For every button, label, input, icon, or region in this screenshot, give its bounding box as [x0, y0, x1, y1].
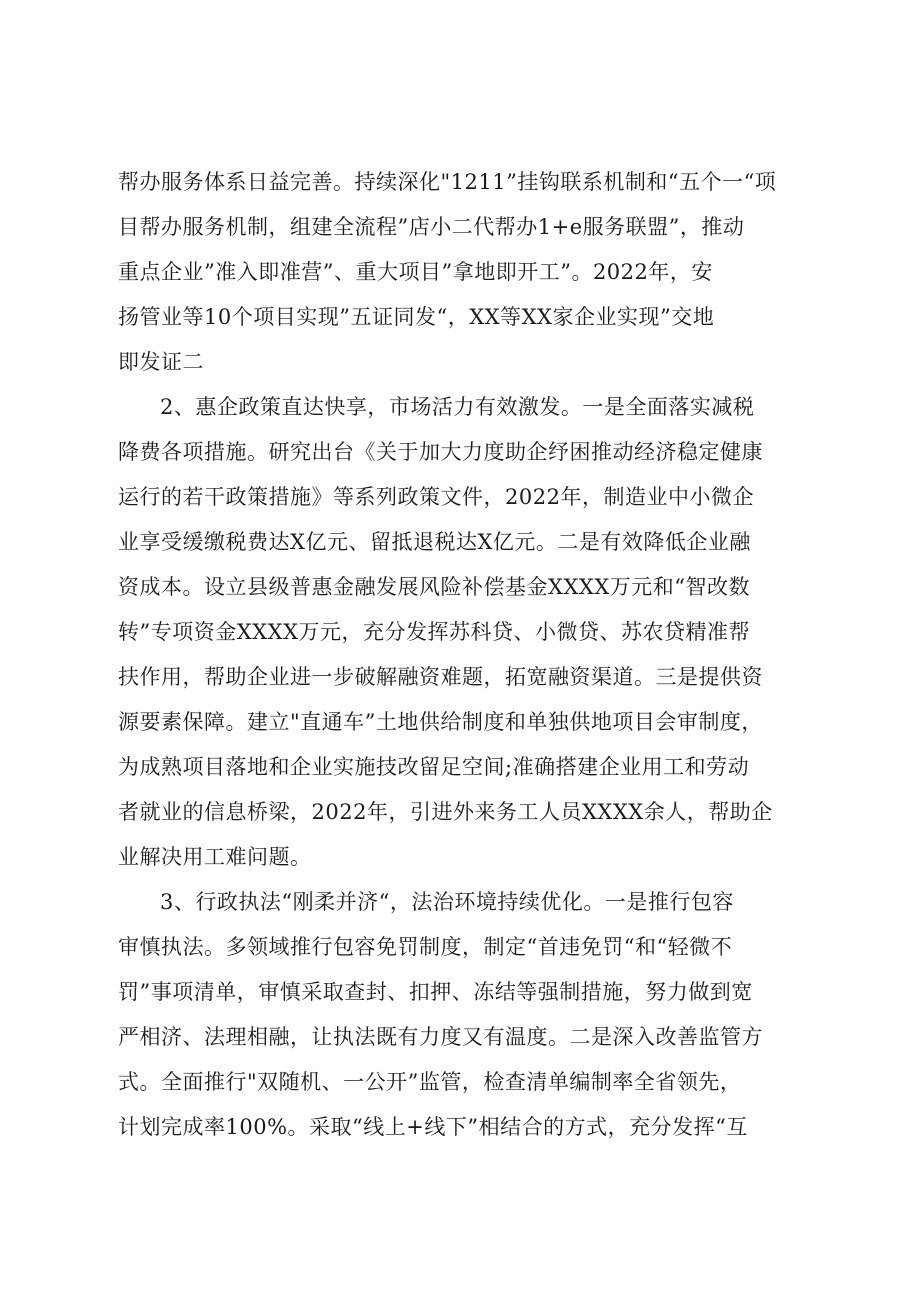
paragraph-3-line-4: 严相济、法理相融，让执法既有力度又有温度。二是深入改善监管方	[118, 1025, 763, 1049]
paragraph-3-line-5: 式。全面推行"双随机、一公开”监管，检查清单编制率全省领先，	[118, 1070, 742, 1094]
paragraph-1-line-4: 扬管业等10个项目实现”五证同发“，XX等XX家企业实现”交地	[118, 305, 715, 329]
paragraph-2-line-7: 扶作用，帮助企业进一步破解融资难题，拓宽融资渠道。三是提供资	[118, 665, 763, 689]
paragraph-2-line-10: 者就业的信息桥梁，2022年，引进外来务工人员XXXX余人，帮助企	[118, 800, 773, 824]
paragraph-1-line-5: 即发证二	[118, 350, 204, 374]
paragraph-3-line-2: 审慎执法。多领域推行包容免罚制度，制定“首违免罚“和“轻微不	[118, 935, 733, 959]
paragraph-3-line-6: 计划完成率100%。采取“线上+线下”相结合的方式，充分发挥“互	[118, 1115, 748, 1139]
paragraph-1-line-2: 目帮办服务机制，组建全流程”店小二代帮办1+e服务联盟”，推动	[118, 215, 745, 239]
paragraph-2-line-2: 降费各项措施。研究出台《关于加大力度助企纾困推动经济稳定健康	[118, 440, 763, 464]
paragraph-2-line-8: 源要素保障。建立"直通车”土地供给制度和单独供地项目会审制度，	[118, 710, 763, 734]
paragraph-2-line-1: 2、惠企政策直达快享，市场活力有效激发。一是全面落实减税	[160, 395, 755, 419]
paragraph-2-line-3: 运行的若干政策措施》等系列政策文件，2022年，制造业中小微企	[118, 485, 754, 509]
paragraph-3-line-3: 罚”事项清单，审慎采取查封、扣押、冻结等强制措施，努力做到宽	[118, 980, 753, 1004]
paragraph-1-line-3: 重点企业”准入即准营”、重大项目”拿地即开工”。2022年，安	[118, 260, 713, 284]
paragraph-2-line-11: 业解决用工难问题。	[118, 845, 312, 869]
paragraph-2-line-6: 转”专项资金XXXX万元，充分发挥苏科贷、小微贷、苏农贷精准帮	[118, 620, 751, 644]
paragraph-2-line-5: 资成本。设立县级普惠金融发展风险补偿基金XXXX万元和“智改数	[118, 575, 751, 599]
paragraph-2-line-4: 业享受缓缴税费达X亿元、留抵退税达X亿元。二是有效降低企业融	[118, 530, 751, 554]
paragraph-3-line-1: 3、行政执法“刚柔并济“，法治环境持续优化。一是推行包容	[160, 890, 734, 914]
paragraph-2-line-9: 为成熟项目落地和企业实施技改留足空间;准确搭建企业用工和劳动	[118, 755, 750, 779]
paragraph-1-line-1: 帮办服务体系日益完善。持续深化"1211”挂钩联系机制和“五个一“项	[118, 170, 777, 194]
